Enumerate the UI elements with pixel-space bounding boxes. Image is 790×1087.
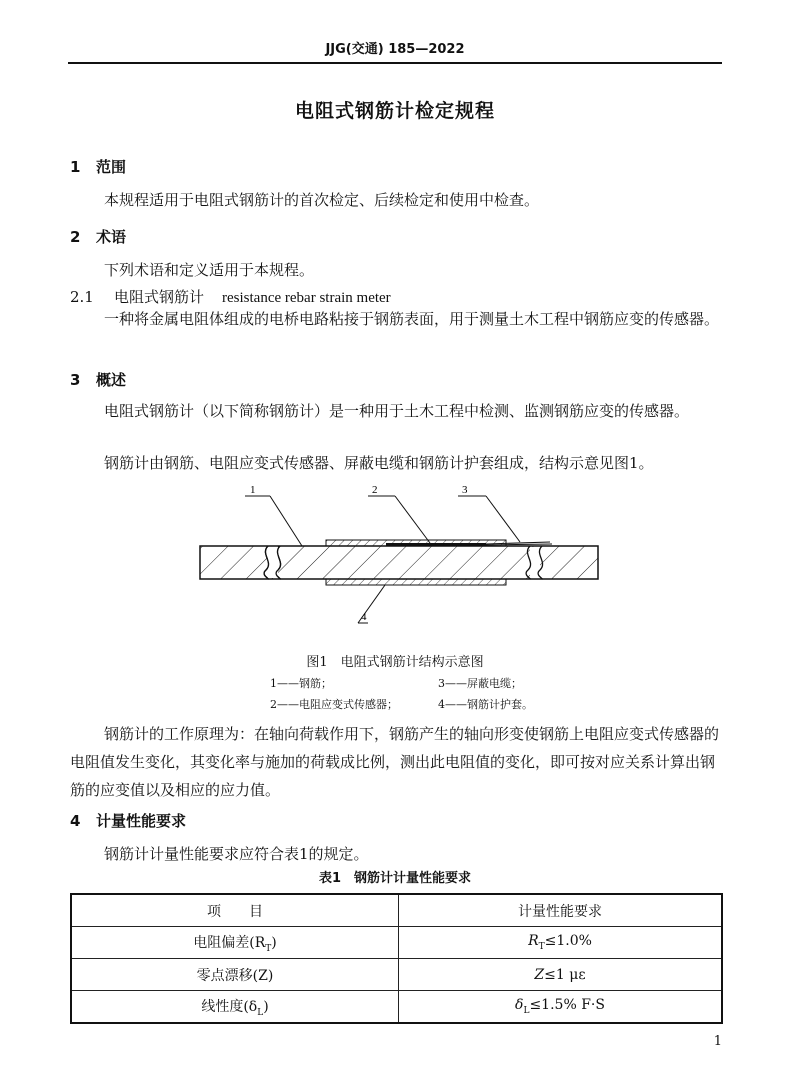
callout-3: 3 xyxy=(462,484,468,496)
section-title: 概述 xyxy=(96,371,127,389)
legend-item-1: 1——钢筋； xyxy=(270,677,332,690)
table-cell-item: 线性度$(\delta_L)$ xyxy=(71,991,399,1024)
document-title: 电阻式钢筋计检定规程 xyxy=(294,100,495,122)
table-header-row xyxy=(71,894,722,927)
performance-table xyxy=(70,893,723,1024)
section-number: 2 xyxy=(70,228,81,246)
section-number: 4 xyxy=(70,812,81,830)
page-number: 1 xyxy=(713,1034,722,1049)
table-header-requirement: 计量性能要求 xyxy=(399,894,723,927)
section-4-body: 钢筋计计量性能要求应符合表1的规定。 xyxy=(104,845,369,863)
section-title: 术语 xyxy=(96,228,127,246)
table-header-item: 项 目 xyxy=(71,894,399,927)
callout-4: 4 xyxy=(361,611,367,623)
table-cell-item: 电阻偏差$(R_T)$ xyxy=(71,927,399,959)
figure-caption: 图1 电阻式钢筋计结构示意图 xyxy=(306,655,484,670)
section-3-para-3: 钢筋计的工作原理为：在轴向荷载作用下，钢筋产生的轴向形变使钢筋上电阻应变式传感器的电阻值发生变化，其变化率与施加的荷载成比例，测出此电阻值的变化，即可按对应关系计算出钢筋的应变值以及相应的应力值。 xyxy=(70,725,720,799)
table-row xyxy=(71,991,722,1024)
term-name-en: resistance rebar strain meter xyxy=(222,290,391,306)
section-1-body: 本规程适用于电阻式钢筋计的首次检定、后续检定和使用中检查。 xyxy=(104,191,540,209)
callout-1: 1 xyxy=(250,484,256,496)
section-2-intro: 下列术语和定义适用于本规程。 xyxy=(104,261,315,279)
table-row xyxy=(71,927,722,959)
table-cell-requirement: $R_T\le 1.0\%$ xyxy=(399,927,723,959)
section-title: 范围 xyxy=(96,158,127,176)
table-cell-item: 零点漂移(Z) xyxy=(71,959,399,991)
sheath-bottom xyxy=(326,579,506,585)
header-rule xyxy=(68,62,722,64)
strain-sensor xyxy=(386,543,486,546)
table-caption: 表1 钢筋计计量性能要求 xyxy=(318,871,472,886)
term-number: 2.1 xyxy=(70,288,94,306)
legend-item-2: 2——电阻应变式传感器； xyxy=(270,698,398,711)
section-title: 计量性能要求 xyxy=(96,812,187,830)
section-4-heading xyxy=(70,810,186,831)
term-2-1-definition: 一种将金属电阻体组成的电桥电路粘接于钢筋表面，用于测量土木工程中钢筋应变的传感器。 xyxy=(104,310,720,328)
section-3-para-2: 钢筋计由钢筋、电阻应变式传感器、屏蔽电缆和钢筋计护套组成，结构示意见图1。 xyxy=(104,454,654,472)
section-number: 3 xyxy=(70,371,81,389)
legend-item-4: 4——钢筋计护套。 xyxy=(438,698,533,711)
term-name: 电阻式钢筋计 xyxy=(114,288,205,306)
table-cell-requirement: Z≤1 με xyxy=(399,959,723,991)
table-cell-requirement: $\delta_L\le 1.5\%$ F·S xyxy=(399,991,723,1024)
section-3-para-1: 电阻式钢筋计（以下简称钢筋计）是一种用于土木工程中检测、监测钢筋应变的传感器。 xyxy=(104,402,690,420)
section-2-heading xyxy=(70,226,126,247)
rebar-meter-diagram xyxy=(190,482,610,632)
table-row xyxy=(71,959,722,991)
term-2-1 xyxy=(70,286,391,307)
legend-item-3: 3——屏蔽电缆； xyxy=(438,677,522,690)
section-3-heading xyxy=(70,369,126,390)
section-1-heading xyxy=(70,156,126,177)
callout-2: 2 xyxy=(372,484,378,496)
section-number: 1 xyxy=(70,158,81,176)
running-header: JJG(交通) 185—2022 xyxy=(325,42,465,57)
